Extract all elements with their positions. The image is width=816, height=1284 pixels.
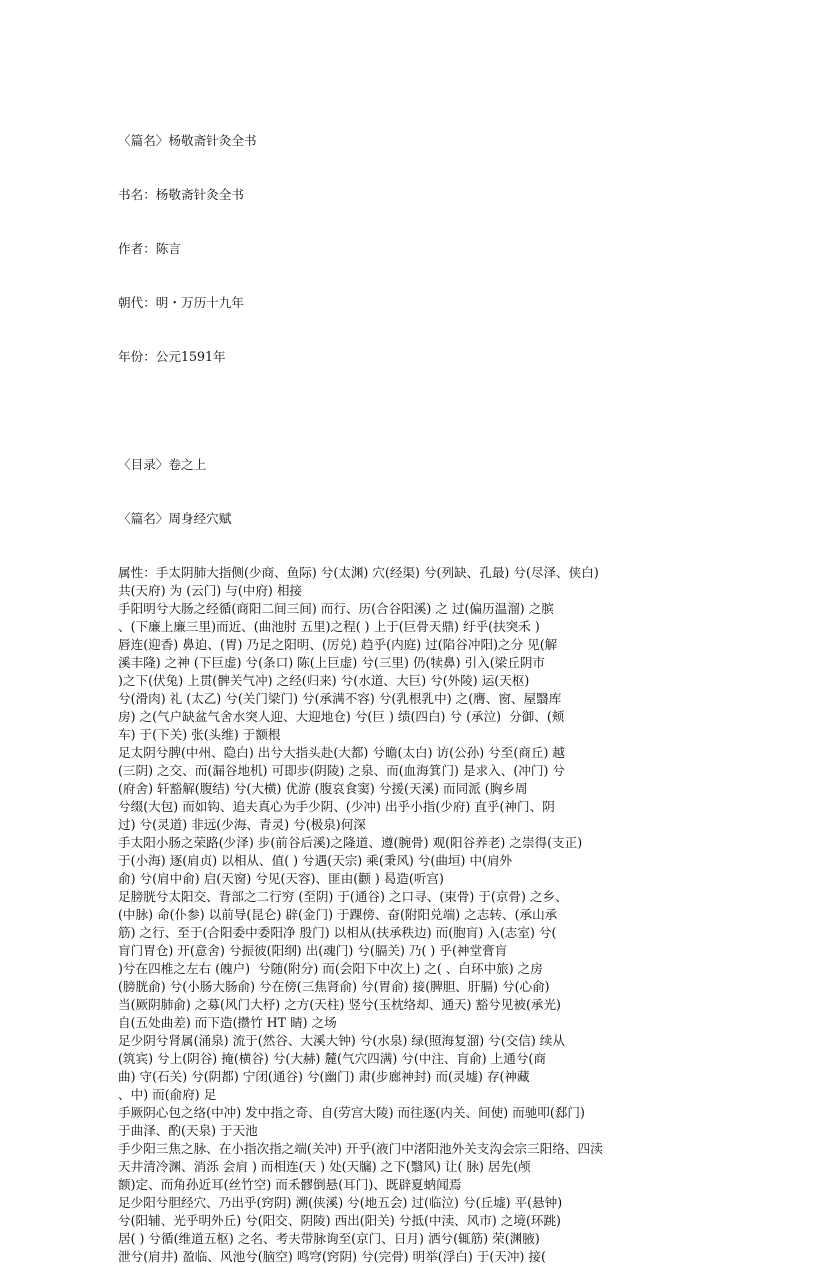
year: 年份：公元1591年 — [118, 349, 226, 364]
text-line: 天井清冷渊、消泺 会肩 ) 而相连(天 ) 处(天牖) 之下(翳风) 让( 脉) 居先(颅 — [118, 1159, 531, 1174]
text-line: 于曲泽、酌(天泉) 于天池 — [118, 1123, 258, 1138]
text-line: (中脉) 命(仆参) 以前导(昆仑) 辟(金门) 于踝傍、奋(附阳兑端) 之志转、(承山承 — [118, 907, 558, 922]
text-line: 足少阳兮胆经穴、乃出乎(窍阴) 溯(侠溪) 兮(地五会) 过(临泣) 兮(丘墟) 平(悬钟) — [118, 1195, 563, 1210]
book-name: 书名：杨敬斋针灸全书 — [118, 187, 244, 202]
text-line: 俞) 兮(肩中俞) 启(天窗) 兮见(天容)、匪由(颧 ) 曷造(听宫) — [118, 871, 444, 886]
text-line: 肓门胃仓) 开(意舍) 兮振彼(阳纲) 出(魂门) 兮(膈关) 乃( ) 乎(神堂膏肓 — [118, 943, 508, 958]
text-line: 于(小海) 逐(肩贞) 以相从、值( ) 兮遇(天宗) 乘(秉风) 兮(曲垣) 中(肩外 — [118, 853, 513, 868]
text-line: 、(下廉上廉三里)而近、(曲池肘 五里)之程( ) 上于(巨骨天鼎) 纡乎(扶突禾 ) — [118, 619, 540, 634]
text-line: 唇连(迎香) 鼻迫、(胃) 乃足之阳明、(厉兑) 趋乎(内庭) 过(陷谷冲阳)之分 见(解 — [118, 637, 558, 652]
text-line: 兮缀(大包) 而如钩、追夫真心为手少阴、(少冲) 出乎小指(少府) 直乎(神门、阴 — [118, 799, 555, 814]
text-line: 额)定、而角孙近耳(丝竹空) 而禾髎倒悬(耳门)、既辟夏蚋闻焉 — [118, 1177, 462, 1192]
text-line: 车) 于(下关) 张(头维) 于额根 — [118, 727, 281, 742]
text-line: (府舍) 轩豁解(腹结) 兮(大横) 优游 (腹哀食窦) 兮援(天溪) 而同派 (胸乡周 — [118, 781, 528, 796]
text-line: 共(天府) 为 (云门) 与(中府) 相接 — [118, 583, 303, 598]
text-line: 足膀胱兮太阳交、背部之二行穷 (至阴) 于(通谷) 之口寻、(束骨) 于(京骨) 之乡、 — [118, 889, 568, 904]
text-line: 曲) 守(石关) 兮(阴都) 宁闭(通谷) 兮(幽门) 肃(步廊神封) 而(灵墟) 存(神藏 — [118, 1069, 530, 1084]
text-line: 泄兮(肩井) 盈临、风池兮(脑空) 鸣穹(窍阴) 兮(完骨) 明举(浮白) 于(天冲) 接( — [118, 1249, 546, 1264]
text-line: 溪丰隆) 之神 (下巨虚) 兮(条口) 陈(上巨虚) 兮(三里) 仍(犊鼻) 引入(梁丘阴市 — [118, 655, 546, 670]
text-line: 兮(阳辅、光乎明外丘) 兮(阳交、阴陵) 西出(阳关) 兮抵(中渎、风市) 之境(环跳) — [118, 1213, 561, 1228]
text-line: 手太阳小肠之荣路(少泽) 步(前谷后溪)之隆道、遵(腕骨) 观(阳谷养老) 之崇得(支正) — [118, 835, 583, 850]
text-line: 过) 兮(灵道) 非远(少海、青灵) 兮(极泉)何深 — [118, 817, 366, 832]
body-text — [118, 564, 718, 1266]
text-line: 属性：手太阴肺大指侧(少商、鱼际) 兮(太渊) 穴(经渠) 兮(列缺、孔最) 兮(尽泽、侠白) — [118, 565, 599, 580]
text-line: (膀胱俞) 兮(小肠大肠俞) 兮在傍(三焦肾俞) 兮(胃俞) 接(脾胆、肝膈) 兮(心俞) — [118, 979, 550, 994]
text-line: 、中) 而(俞府) 足 — [118, 1087, 217, 1102]
text-line: 居( ) 兮循(维道五枢) 之名、考夫带脉询至(京门、日月) 洒兮(辄筋) 荣(渊腋) — [118, 1231, 540, 1246]
text-line: 手阳明兮大肠之经循(商阳二间三间) 而行、历(合谷阳溪) 之 过(偏历温溜) 之膑 — [118, 601, 554, 616]
text-line: (筑宾) 兮上(阴谷) 掩(横谷) 兮(大赫) 麓(气穴四满) 兮(中注、肓俞) 上通兮(商 — [118, 1051, 546, 1066]
text-line: 兮(滑肉) 礼 (太乙) 兮(关门梁门) 兮(承满不容) 兮(乳根乳中) 之(膺、窗、屋翳库 — [118, 691, 562, 706]
text-line: 足太阴兮脾(中州、隐白) 出兮大指头赴(大都) 兮瞻(太白) 访(公孙) 兮至(商丘) 越 — [118, 745, 565, 760]
text-line: 当(厥阴肺俞) 之募(风门大杼) 之方(天柱) 竖兮(玉枕络却、通天) 豁兮见被(承光) — [118, 997, 561, 1012]
dynasty: 朝代：明・万历十九年 — [118, 295, 244, 310]
text-line: (三阴) 之交、而(漏谷地机) 可即步(阴陵) 之泉、而(血海箕门) 是求入、(冲门) 兮 — [118, 763, 565, 778]
chapter-title: 〈篇名〉周身经穴赋 — [118, 511, 232, 526]
toc-line: 〈目录〉卷之上 — [118, 457, 207, 472]
document-page — [118, 96, 718, 1284]
text-line: 足少阴兮肾属(涌泉) 流于(然谷、大溪大钟) 兮(水泉) 绿(照海复溜) 兮(交信) 续从 — [118, 1033, 565, 1048]
text-line: 房) 之(气户缺盆气舍水突人迎、大迎地仓) 兮(巨 ) 绩(四白) 兮 (承泣) 分御、(颊 — [118, 709, 565, 724]
author: 作者：陈言 — [118, 241, 181, 256]
text-line: 手少阳三焦之脉、在小指次指之端(关冲) 开乎(液门中渚阳池外关支沟会宗三阳络、四渎 — [118, 1141, 603, 1156]
text-line: 自(五处曲差) 而下造(攒竹 HT 睛) 之场 — [118, 1015, 337, 1030]
text-line: 筋) 之行、至于(合阳委中委阳净 殷门) 以相从(扶承秩边) 而(胞肓) 入(志室) 兮( — [118, 925, 557, 940]
text-line: )兮在四椎之左右 (魄户) 兮随(附分) 而(会阳下中次上) 之( 、白环中旅) 之房 — [118, 961, 543, 976]
title-line: 〈篇名〉杨敬斋针灸全书 — [118, 133, 257, 148]
text-line: 手厥阴心包之络(中冲) 发中指之奇、自(劳宫大陵) 而往逐(内关、间使) 而驰叩(郄门) — [118, 1105, 585, 1120]
blank-line — [118, 402, 718, 420]
text-line: )之下(伏兔) 上贯(髀关气冲) 之经(归来) 兮(水道、大巨) 兮(外陵) 运(天枢) — [118, 673, 530, 688]
